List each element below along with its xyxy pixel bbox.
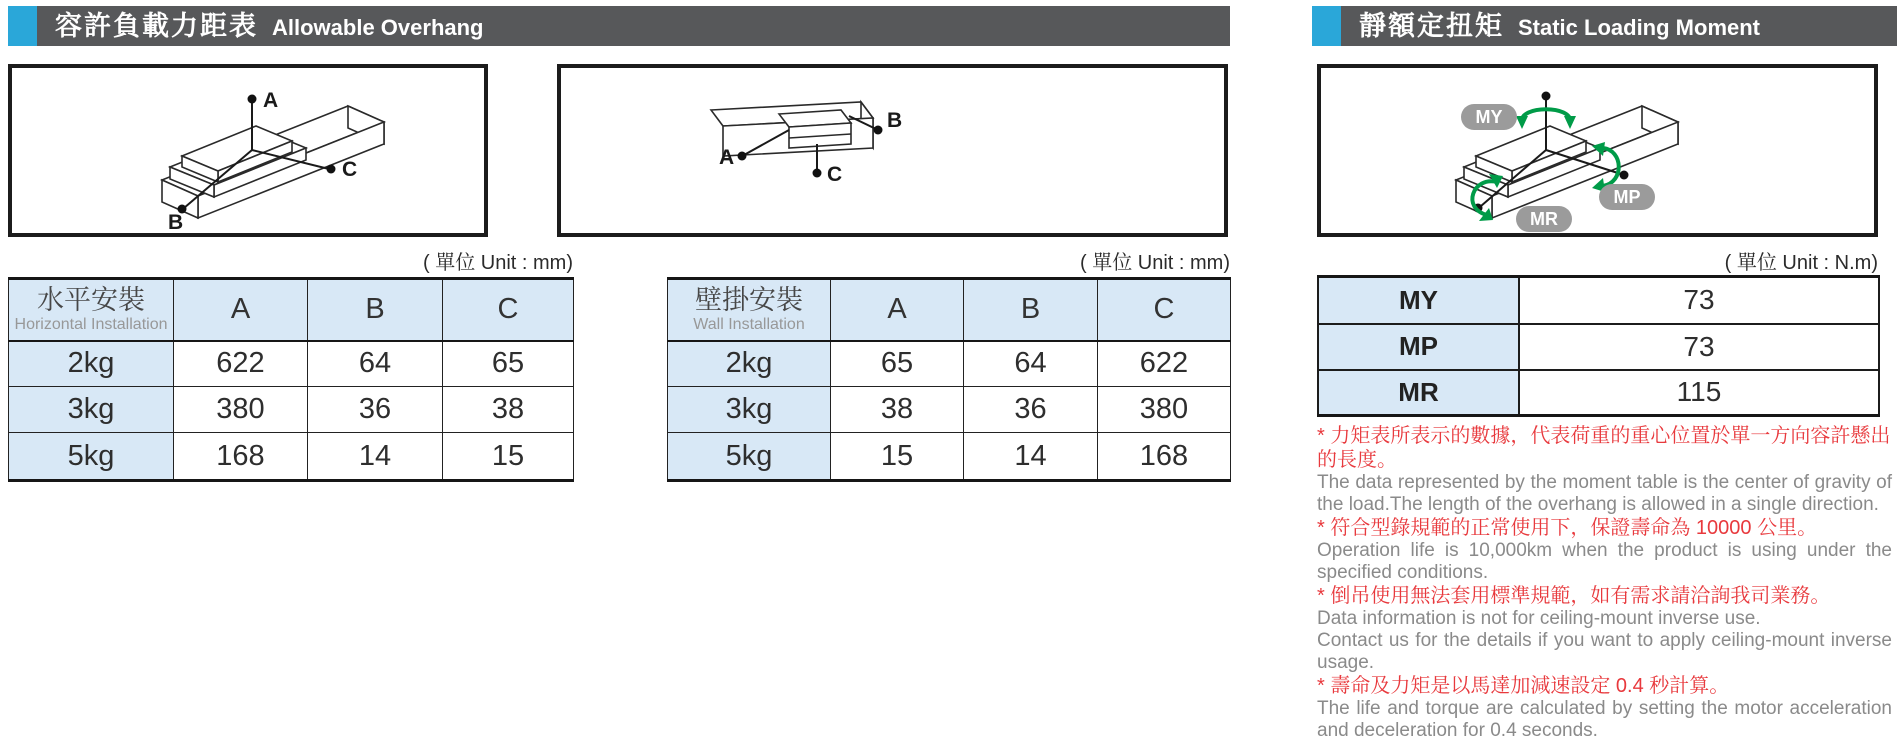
unit-label-nm: ( 單位 Unit : N.m) [1724, 252, 1878, 274]
unit-label-mm: ( 單位 Unit : mm) [1080, 252, 1230, 274]
diagram-wall-installation [557, 64, 1228, 237]
note-line: Data information is not for ceiling-mount inverse use. [1317, 608, 1761, 629]
table-row [668, 341, 1231, 387]
my-badge-label: MY [1475, 107, 1503, 127]
value-cell: 36 [308, 387, 443, 433]
note-line: Contact us for the details if you want to apply ceiling-mount inverse usage. [1317, 630, 1892, 673]
accent-square [8, 6, 37, 46]
rail-isometric-drawing [12, 68, 484, 233]
moment-value-cell: 73 [1519, 277, 1879, 324]
value-cell: 15 [443, 433, 574, 481]
load-cell: 5kg [668, 433, 831, 481]
value-cell: 38 [443, 387, 574, 433]
table-header-row [668, 279, 1231, 341]
my-arrowhead-icon [1564, 116, 1576, 129]
column-header: B [964, 279, 1098, 341]
row-header-zh: 水平安裝 [37, 285, 145, 316]
section-title-zh: 靜額定扭矩 [1359, 11, 1504, 41]
row-header-zh: 壁掛安裝 [695, 285, 803, 316]
point-a-dot [738, 152, 747, 161]
value-cell: 15 [831, 433, 964, 481]
note-line: * 壽命及力矩是以馬達加減速設定 0.4 秒計算。 [1317, 675, 1730, 697]
note-line: Operation life is 10,000km when the product is using under the specified conditions. [1317, 540, 1892, 583]
value-cell: 65 [443, 341, 574, 387]
value-cell: 65 [831, 341, 964, 387]
accent-square [1312, 6, 1341, 46]
section-header-bar [37, 6, 1230, 46]
point-a-dot [248, 95, 257, 104]
mp-axis-dot [1620, 171, 1629, 180]
column-header: C [1098, 279, 1231, 341]
moment-axes-drawing [1321, 68, 1874, 233]
point-c-label: C [827, 163, 843, 186]
moment-label-cell: MR [1318, 370, 1519, 416]
table-row [1318, 324, 1879, 370]
row-header-cell [9, 279, 174, 341]
load-cell: 3kg [668, 387, 831, 433]
point-b-label: B [168, 211, 184, 233]
note-line: * 倒吊使用無法套用標準規範，如有需求請洽詢我司業務。 [1317, 585, 1831, 607]
value-cell: 64 [308, 341, 443, 387]
unit-label-mm: ( 單位 Unit : mm) [423, 252, 573, 274]
load-cell: 2kg [9, 341, 174, 387]
value-cell: 380 [174, 387, 308, 433]
moment-label-cell: MY [1318, 277, 1519, 324]
value-cell: 168 [1098, 433, 1231, 481]
my-axis-dot [1542, 92, 1551, 101]
note-line: * 符合型錄規範的正常使用下，保證壽命為 10000 公里。 [1317, 517, 1818, 539]
table-row [9, 433, 574, 481]
row-header-cell [668, 279, 831, 341]
wall-installation-table [667, 277, 1231, 482]
footnotes [1317, 424, 1892, 742]
note-line: * 力矩表所表示的數據，代表荷重的重心位置於單一方向容許懸出的長度。 [1317, 425, 1891, 471]
section-header-overhang [8, 6, 1230, 46]
load-cell: 2kg [668, 341, 831, 387]
mr-badge-label: MR [1530, 209, 1558, 229]
section-title-en: Static Loading Moment [1518, 15, 1760, 40]
diagram-static-moment [1317, 64, 1878, 237]
section-header-bar [1341, 6, 1897, 46]
value-cell: 14 [964, 433, 1098, 481]
moment-value-cell: 73 [1519, 324, 1879, 370]
note-line: The life and torque are calculated by setting the motor acceleration and deceleration for 0.4 seconds. [1317, 698, 1892, 741]
point-c-dot [813, 169, 822, 178]
table-row [9, 341, 574, 387]
row-header-en: Wall Installation [693, 316, 805, 334]
value-cell: 38 [831, 387, 964, 433]
moment-value-cell: 115 [1519, 370, 1879, 416]
rail-side-drawing [561, 68, 1224, 233]
table-row [1318, 277, 1879, 324]
value-cell: 168 [174, 433, 308, 481]
row-header-en: Horizontal Installation [14, 316, 168, 334]
point-c-dot [327, 165, 336, 174]
point-a-label: A [719, 146, 735, 169]
table-row [668, 387, 1231, 433]
section-title-en: Allowable Overhang [272, 15, 484, 40]
load-cell: 3kg [9, 387, 174, 433]
diagram-horizontal-installation [8, 64, 488, 237]
table-row [668, 433, 1231, 481]
moment-label-cell: MP [1318, 324, 1519, 370]
static-moment-table [1317, 275, 1880, 417]
load-cell: 5kg [9, 433, 174, 481]
column-header: A [174, 279, 308, 341]
table-row [1318, 370, 1879, 416]
section-header-moment [1312, 6, 1897, 46]
mp-badge-label: MP [1613, 187, 1641, 207]
note-line: The data represented by the moment table is the center of gravity of the load.The length of the overhang is allowed in a single direction. [1317, 472, 1892, 515]
value-cell: 14 [308, 433, 443, 481]
table-row [9, 387, 574, 433]
value-cell: 36 [964, 387, 1098, 433]
point-a-label: A [263, 89, 279, 112]
table-header-row [9, 279, 574, 341]
point-b-label: B [887, 109, 903, 132]
value-cell: 380 [1098, 387, 1231, 433]
value-cell: 622 [174, 341, 308, 387]
column-header: B [308, 279, 443, 341]
horizontal-installation-table [8, 277, 574, 482]
column-header: A [831, 279, 964, 341]
my-arrowhead-icon [1516, 116, 1528, 129]
value-cell: 622 [1098, 341, 1231, 387]
section-title-zh: 容許負載力距表 [55, 11, 258, 41]
value-cell: 64 [964, 341, 1098, 387]
column-header: C [443, 279, 574, 341]
point-c-label: C [342, 158, 358, 181]
point-b-dot [874, 126, 883, 135]
